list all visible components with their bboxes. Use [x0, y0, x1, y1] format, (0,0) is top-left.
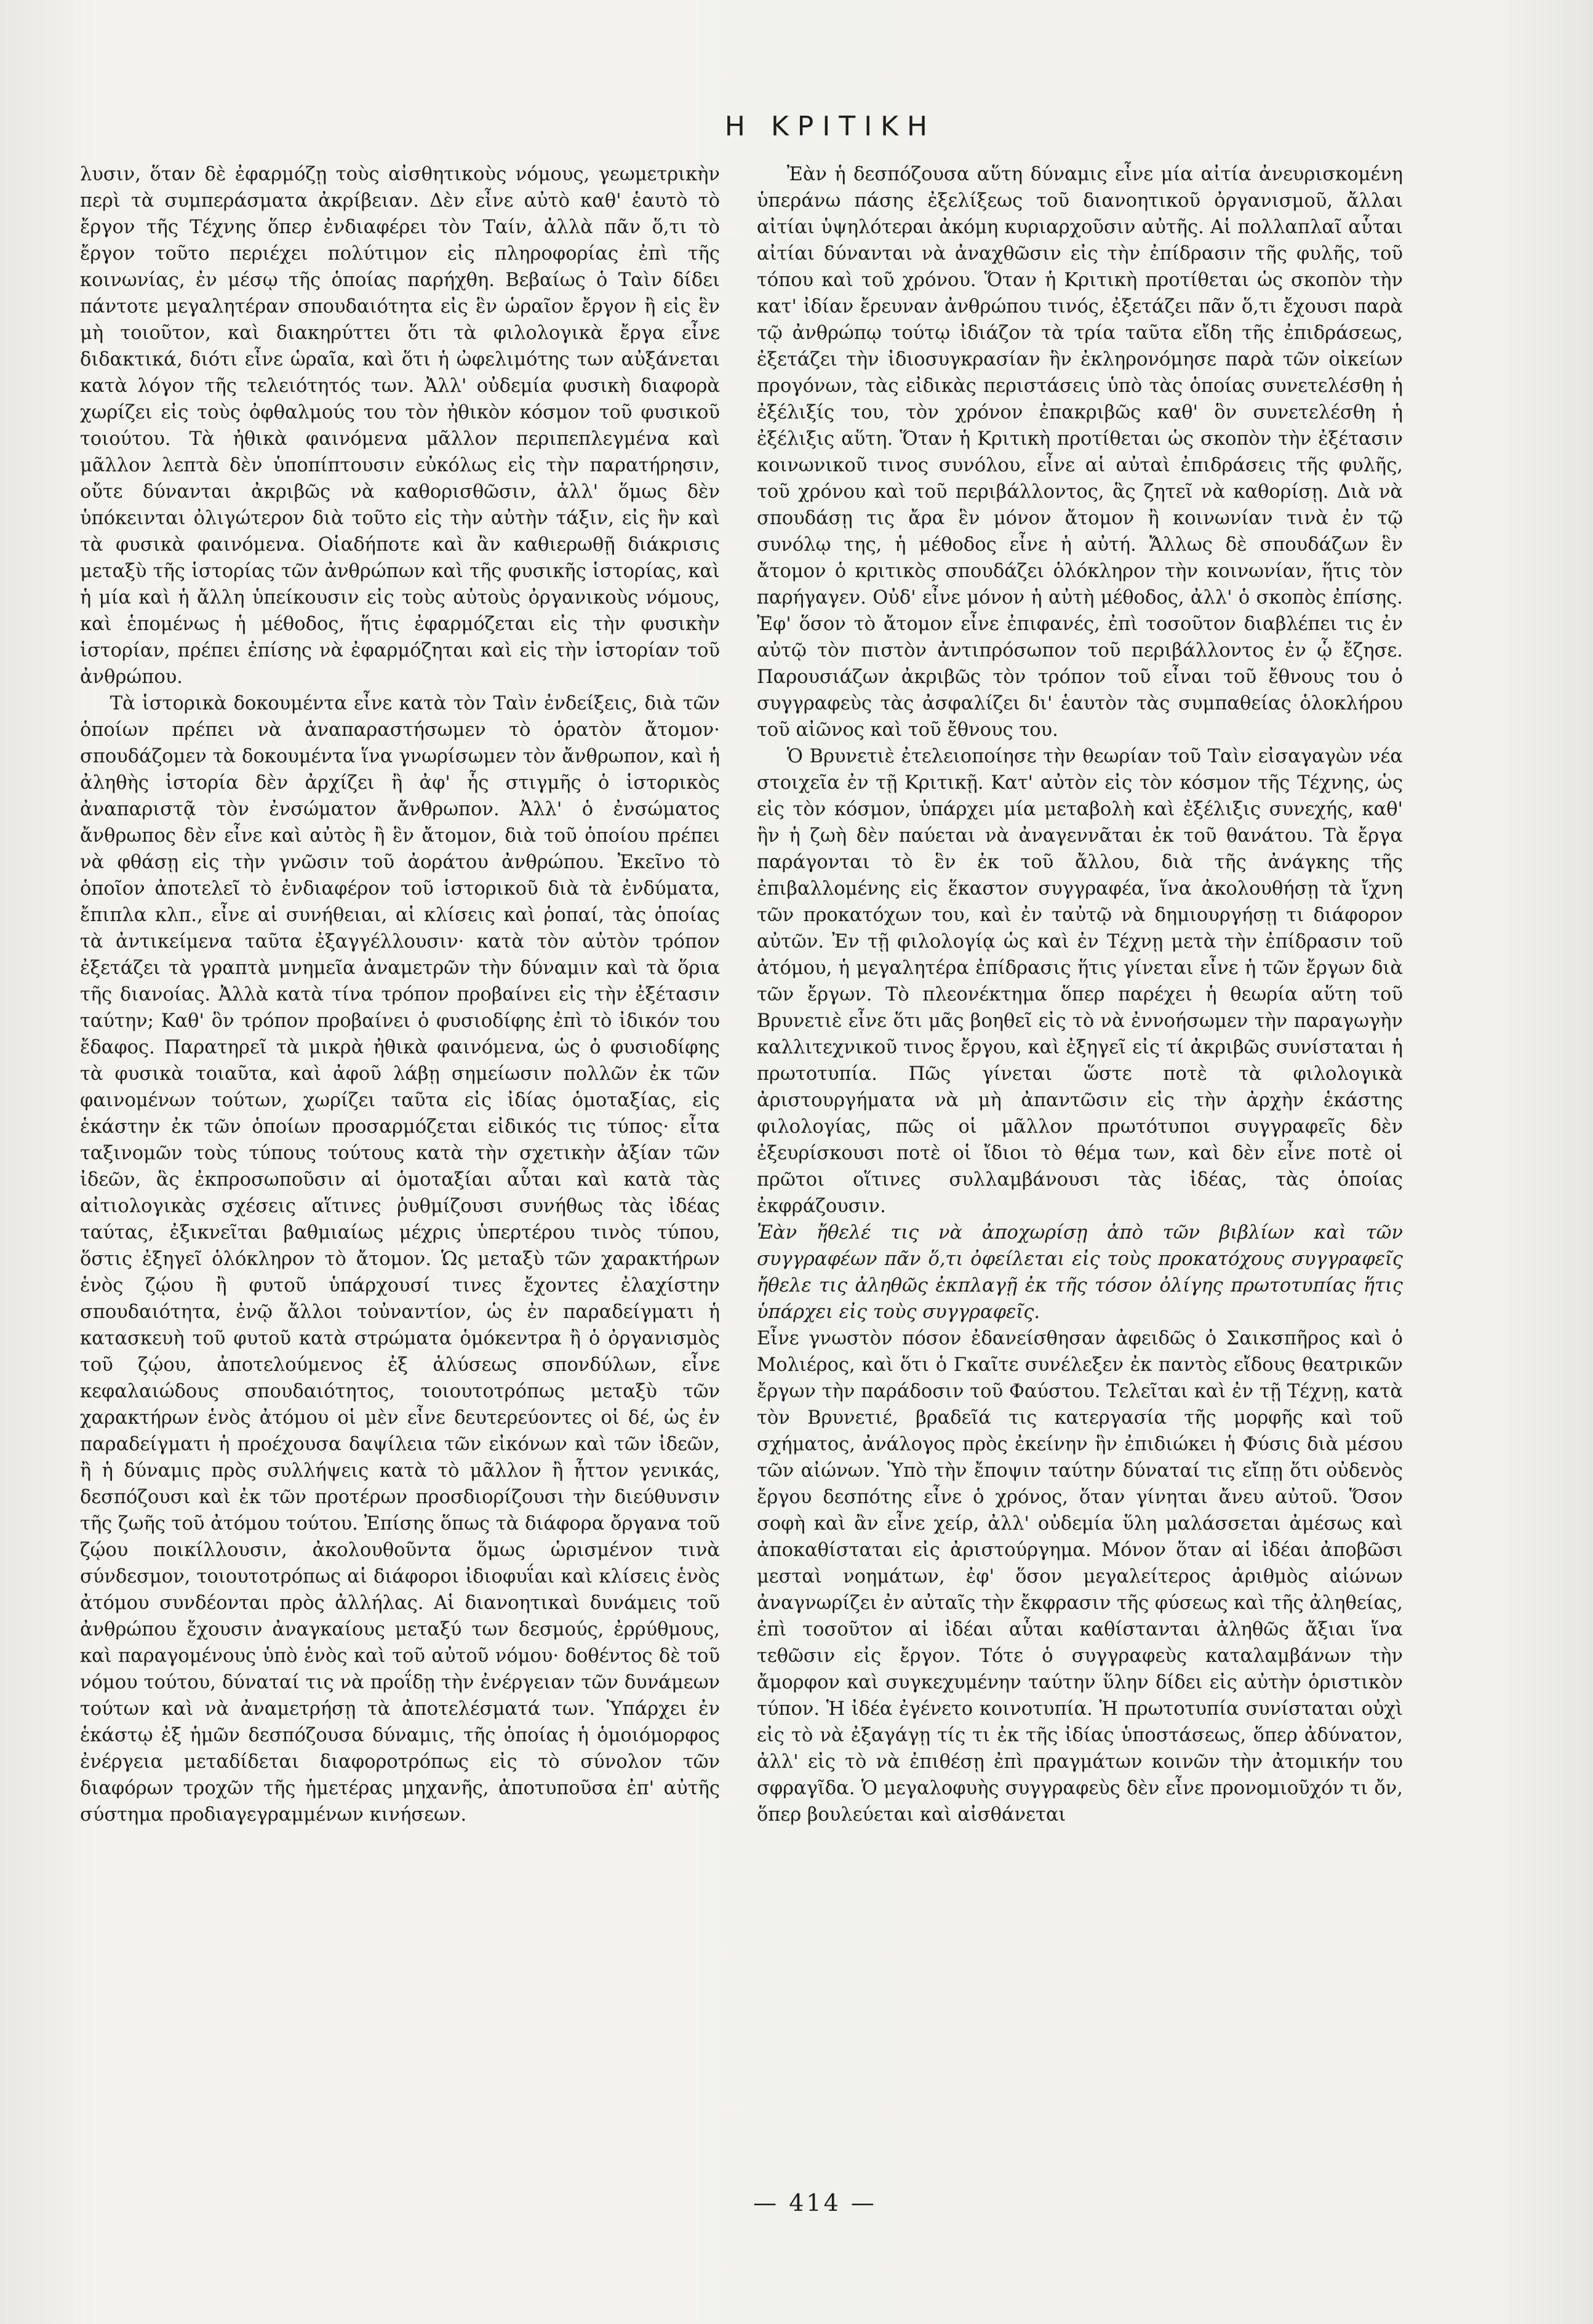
running-header: Η ΚΡΙΤΙΚΗ: [724, 111, 936, 142]
paragraph: Εἶνε γνωστὸν πόσον ἐδανείσθησαν ἀφειδῶς ὁ Σαικσπῆρος καὶ ὁ Μολιέρος, καὶ ὅτι ὁ Γκαῖτε συνέλεξεν ἐκ παντὸς εἴδους θεατρικῶν ἔργων τὴν παράδοσιν τοῦ Φαύστου. Τελεῖται καὶ ἐν τῇ Τέχνῃ, κατὰ τὸν Βρυνετιέ, βραδεῖά τις κατεργασία τῆς μορφῆς καὶ τοῦ σχήματος, ἀνάλογος πρὸς ἐκείνην ἣν ἐπιδιώκει ἡ Φύσις διὰ μέσου τῶν αἰώνων. Ὑπὸ τὴν ἔποψιν ταύτην δύναταί τις εἴπῃ ὅτι οὐδενὸς ἔργου δεσπότης εἶνε ὁ χρόνος, ὅταν γίνηται ἄνευ αὐτοῦ. Ὅσον σοφὴ καὶ ἂν εἶνε χείρ, ἀλλ' οὐδεμία ὕλη μαλάσσεται ἀμέσως καὶ ἀποκαθίσταται εἰς ἀριστούργημα. Μόνον ὅταν αἱ ἰδέαι ἀποβῶσι μεσταὶ νοημάτων, ἐφ' ὅσον μεγαλείτερος ἀριθμὸς αἰώνων ἀναγνωρίζει ἐν αὐταῖς τὴν ἔκφρασιν τῆς φύσεως καὶ τῆς ἀληθείας, ἐπὶ τοσοῦτον αἱ ἰδέαι αὗται καθίστανται ἀληθῶς ἄξιαι ἵνα τεθῶσιν εἰς ἔργον. Τότε ὁ συγγραφεὺς καταλαμβάνων τὴν ἄμορφον καὶ συγκεχυμένην ταύτην ὕλην δίδει εἰς αὐτὴν ὁριστικὸν τύπον. Ἡ ἰδέα ἐγένετο κοινοτυπία. Ἡ πρωτοτυπία συνίσταται οὐχὶ εἰς τὸ νὰ ἐξαγάγῃ τίς τι ἐκ τῆς ἰδίας ὑποστάσεως, ὅπερ ἀδύνατον, ἀλλ' εἰς τὸ νὰ ἐπιθέσῃ ἐπὶ πραγμάτων κοινῶν τὴν ἀτομικήν του σφραγῖδα. Ὁ μεγαλοφυὴς συγγραφεὺς δὲν εἶνε προνομιοῦχόν τι ὄν, ὅπερ βουλεύεται καὶ αἰσθάνεται: [757, 1328, 1403, 1826]
right-text-column: [757, 161, 1403, 1828]
page-number: — 414 —: [753, 2189, 877, 2216]
italic-paragraph: [757, 1220, 1403, 1325]
left-text-column: [80, 161, 720, 1828]
paragraph: Τὰ ἱστορικὰ δοκουμέντα εἶνε κατὰ τὸν Ταὶν ἐνδείξεις, διὰ τῶν ὁποίων πρέπει νὰ ἀναπαραστήσωμεν τὸ ὁρατὸν ἄτομον· σπουδάζομεν τὰ δοκουμέντα ἵνα γνωρίσωμεν τὸν ἄνθρωπον, καὶ ἡ ἀληθὴς ἱστορία δὲν ἀρχίζει ἢ ἀφ' ἧς στιγμῆς ὁ ἱστορικὸς ἀναπαριστᾷ τὸν ἐνσώματον ἄνθρωπον. Ἀλλ' ὁ ἐνσώματος ἄνθρωπος δὲν εἶνε καὶ αὐτὸς ἢ ἓν ἄτομον, διὰ τοῦ ὁποίου πρέπει νὰ φθάσῃ εἰς τὴν γνῶσιν τοῦ ἀοράτου ἀνθρώπου. Ἐκεῖνο τὸ ὁποῖον ἀποτελεῖ τὸ ἐνδιαφέρον τοῦ ἱστορικοῦ διὰ τὰ ἐνδύματα, ἔπιπλα κλπ., εἶνε αἱ συνήθειαι, αἱ κλίσεις καὶ ῥοπαί, τὰς ὁποίας τὰ ἀντικείμενα ταῦτα ἐξαγγέλλουσιν· κατὰ τὸν αὐτὸν τρόπον ἐξετάζει τὰ γραπτὰ μνημεῖα ἀναμετρῶν τὴν δύναμιν καὶ τὰ ὅρια τῆς διανοίας. Ἀλλὰ κατὰ τίνα τρόπον προβαίνει εἰς τὴν ἐξέτασιν ταύτην; Καθ' ὃν τρόπον προβαίνει ὁ φυσιοδίφης ἐπὶ τὸ ἰδικόν του ἔδαφος. Παρατηρεῖ τὰ μικρὰ ἠθικὰ φαινόμενα, ὡς ὁ φυσιοδίφης τὰ φυσικὰ τοιαῦτα, καὶ ἀφοῦ λάβῃ σημείωσιν πολλῶν ἐκ τῶν φαινομένων τούτων, χωρίζει ταῦτα εἰς ἰδίας ὁμοταξίας, εἰς ἑκάστην ἐκ τῶν ὁποίων προσαρμόζεται εἰδικός τις τύπος· εἶτα ταξινομῶν τοὺς τύπους τούτους κατὰ τὴν σχετικὴν ἀξίαν τῶν ἰδεῶν, ἃς ἐκπροσωποῦσιν αἱ ὁμοταξίαι αὗται καὶ κατὰ τὰς αἰτιολογικὰς σχέσεις αἵτινες ῥυθμίζουσι συνήθως τὰς ἰδέας ταύτας, ἐξικνεῖται βαθμιαίως μέχρις ὑπερτέρου τινὸς τύπου, ὅστις ἐξηγεῖ ὁλόκληρον τὸ ἄτομον. Ὡς μεταξὺ τῶν χαρακτήρων ἑνὸς ζῴου ἢ φυτοῦ ὑπάρχουσί τινες ἔχοντες ἐλαχίστην σπουδαιότητα, ἐνῷ ἄλλοι τοὐναντίον, ὡς ἐν παραδείγματι ἡ κατασκευὴ τοῦ φυτοῦ κατὰ στρώματα ὁμόκεντρα ἢ ὁ ὀργανισμὸς τοῦ ζῴου, ἀποτελούμενος ἐξ ἁλύσεως σπονδύλων, εἶνε κεφαλαιώδους σπουδαιότητος, τοιουτοτρόπως μεταξὺ τῶν χαρακτήρων ἑνὸς ἀτόμου οἱ μὲν εἶνε δευτερεύοντες οἱ δέ, ὡς ἐν παραδείγματι ἡ προέχουσα δαψίλεια τῶν εἰκόνων καὶ τῶν ἰδεῶν, ἢ ἡ δύναμις πρὸς συλλήψεις κατὰ τὸ μᾶλλον ἢ ἧττον γενικάς, δεσπόζουσι καὶ ἐκ τῶν προτέρων προσδιορίζουσι τὴν διεύθυνσιν τῆς ζωῆς τοῦ ἀτόμου τούτου. Ἐπίσης ὅπως τὰ διάφορα ὄργανα τοῦ ζῴου ποικίλλουσιν, ἀκολουθοῦντα ὅμως ὡρισμένον τινὰ σύνδεσμον, τοιουτοτρόπως αἱ διάφοροι ἰδιοφυΐαι καὶ κλίσεις ἑνὸς ἀτόμου συνδέονται πρὸς ἀλλήλας. Αἱ διανοητικαὶ δυνάμεις τοῦ ἀνθρώπου ἔχουσιν ἀναγκαίους μεταξύ των δεσμούς, ἐρρύθμους, καὶ παραγομένους ὑπὸ ἑνὸς καὶ τοῦ αὐτοῦ νόμου· δοθέντος δὲ τοῦ νόμου τούτου, δύναταί τις νὰ προΐδῃ τὴν ἐνέργειαν τῶν δυνάμεων τούτων καὶ νὰ ἀναμετρήσῃ τὰ ἀποτελέσματά των. Ὑπάρχει ἐν ἑκάστῳ ἐξ ἡμῶν δεσπόζουσα δύναμις, τῆς ὁποίας ἡ ὁμοιόμορφος ἐνέργεια μεταδίδεται διαφοροτρόπως εἰς τὸ σύνολον τῶν διαφόρων τροχῶν τῆς ἡμετέρας μηχανῆς, ἀποτυποῦσα ἐπ' αὐτῆς σύστημα προδιαγεγραμμένων κινήσεων.: [80, 693, 720, 1826]
paragraph: λυσιν, ὅταν δὲ ἐφαρμόζῃ τοὺς αἰσθητικοὺς νόμους, γεωμετρικὴν περὶ τὰ συμπεράσματα ἀκρίβειαν. Δὲν εἶνε αὐτὸ καθ' ἑαυτὸ τὸ ἔργον τῆς Τέχνης ὅπερ ἐνδιαφέρει τὸν Ταίν, ἀλλὰ πᾶν ὅ,τι τὸ ἔργον τοῦτο περιέχει πολύτιμον εἰς πληροφορίας ἐπὶ τῆς κοινωνίας, ἐν μέσῳ τῆς ὁποίας παρήχθη. Βεβαίως ὁ Ταὶν δίδει πάντοτε μεγαλητέραν σπουδαιότητα εἰς ἓν ὡραῖον ἔργον ἢ εἰς ἓν μὴ τοιοῦτον, καὶ διακηρύττει ὅτι τὰ φιλολογικὰ ἔργα εἶνε διδακτικά, διότι εἶνε ὡραῖα, καὶ ὅτι ἡ ὠφελιμότης των αὐξάνεται κατὰ λόγον τῆς τελειότητός των. Ἀλλ' οὐδεμία φυσικὴ διαφορὰ χωρίζει εἰς τοὺς ὀφθαλμούς του τὸν ἠθικὸν κόσμον τοῦ φυσικοῦ τοιούτου. Τὰ ἠθικὰ φαινόμενα μᾶλλον περιπεπλεγμένα καὶ μᾶλλον λεπτὰ δὲν ὑποπίπτουσιν εὐκόλως εἰς τὴν παρατήρησιν, οὔτε δύνανται ἀκριβῶς νὰ καθορισθῶσιν, ἀλλ' ὅμως δὲν ὑπόκεινται ὀλιγώτερον διὰ τοῦτο εἰς τὴν αὐτὴν τάξιν, εἰς ἣν καὶ τὰ φυσικὰ φαινόμενα. Οἱαδήποτε καὶ ἂν καθιερωθῇ διάκρισις μεταξὺ τῆς ἱστορίας τῶν ἀνθρώπων καὶ τῆς φυσικῆς ἱστορίας, καὶ ἡ μία καὶ ἡ ἄλλη ὑπείκουσιν εἰς τοὺς αὐτοὺς ὀργανικοὺς νόμους, καὶ ἑπομένως ἡ μέθοδος, ἥτις ἐφαρμόζεται εἰς τὴν φυσικὴν ἱστορίαν, πρέπει ἐπίσης νὰ ἐφαρμόζηται καὶ εἰς τὴν ἱστορίαν τοῦ ἀνθρώπου.: [80, 164, 720, 688]
paragraph: Ὁ Βρυνετιὲ ἐτελειοποίησε τὴν θεωρίαν τοῦ Ταὶν εἰσαγαγὼν νέα στοιχεῖα ἐν τῇ Κριτικῇ. Κατ' αὐτὸν εἰς τὸν κόσμον τῆς Τέχνης, ὡς εἰς τὸν κόσμον, ὑπάρχει μία μεταβολὴ καὶ ἐξέλιξις συνεχής, καθ' ἣν ἡ ζωὴ δὲν παύεται νὰ ἀναγεννᾶται ἐκ τοῦ θανάτου. Τὰ ἔργα παράγονται τὸ ἓν ἐκ τοῦ ἄλλου, διὰ τῆς ἀνάγκης τῆς ἐπιβαλλομένης εἰς ἕκαστον συγγραφέα, ἵνα ἀκολουθήσῃ τὰ ἴχνη τῶν προκατόχων του, καὶ ἐν ταὐτῷ νὰ δημιουργήσῃ τι διάφορον αὐτῶν. Ἐν τῇ φιλολογίᾳ ὡς καὶ ἐν Τέχνῃ μετὰ τὴν ἐπίδρασιν τοῦ ἀτόμου, ἡ μεγαλητέρα ἐπίδρασις ἥτις γίνεται εἶνε ἡ τῶν ἔργων διὰ τῶν ἔργων. Τὸ πλεονέκτημα ὅπερ παρέχει ἡ θεωρία αὕτη τοῦ Βρυνετιὲ εἶνε ὅτι μᾶς βοηθεῖ εἰς τὸ νὰ ἐννοήσωμεν τὴν παραγωγὴν καλλιτεχνικοῦ τινος ἔργου, καὶ ἐξηγεῖ εἰς τί ἀκριβῶς συνίσταται ἡ πρωτοτυπία. Πῶς γίνεται ὥστε ποτὲ τὰ φιλολογικὰ ἀριστουργήματα νὰ μὴ ἀπαντῶσιν εἰς τὴν ἀρχὴν ἑκάστης φιλολογίας, πῶς οἱ μᾶλλον πρωτότυποι συγγραφεῖς δὲν ἐξευρίσκουσι ποτὲ οἱ ἴδιοι τὸ θέμα των, καὶ δὲν εἶνε ποτὲ οἱ πρῶτοι οἵτινες συλλαμβάνουσι τὰς ἰδέας, τὰς ὁποίας ἐκφράζουσιν.: [757, 746, 1403, 1217]
paragraph: Ἐὰν ἡ δεσπόζουσα αὕτη δύναμις εἶνε μία αἰτία ἀνευρισκομένη ὑπεράνω πάσης ἐξελίξεως τοῦ διανοητικοῦ ὀργανισμοῦ, ἄλλαι αἰτίαι ὑψηλότεραι ἀκόμη κυριαρχοῦσιν αὐτῆς. Αἱ πολλαπλαῖ αὗται αἰτίαι δύνανται νὰ ἀναχθῶσιν εἰς τὴν ἐπίδρασιν τῆς φυλῆς, τοῦ τόπου καὶ τοῦ χρόνου. Ὅταν ἡ Κριτικὴ προτίθεται ὡς σκοπὸν τὴν κατ' ἰδίαν ἔρευναν ἀνθρώπου τινός, ἐξετάζει πᾶν ὅ,τι ἔχουσι παρὰ τῷ ἀνθρώπῳ τούτῳ ἰδιάζον τὰ τρία ταῦτα εἴδη τῆς ἐπιδράσεως, ἐξετάζει τὴν ἰδιοσυγκρασίαν ἣν ἐκληρονόμησε παρὰ τῶν οἰκείων προγόνων, τὰς εἰδικὰς περιστάσεις ὑπὸ τὰς ὁποίας συνετελέσθη ἡ ἐξέλιξίς του, τὸν χρόνον ἐπακριβῶς καθ' ὃν συνετελέσθη ἡ ἐξέλιξις αὕτη. Ὅταν ἡ Κριτικὴ προτίθεται ὡς σκοπὸν τὴν ἐξέτασιν κοινωνικοῦ τινος συνόλου, εἶνε αἱ αὐταὶ ἐπιδράσεις τῆς φυλῆς, τοῦ χρόνου καὶ τοῦ περιβάλλοντος, ἃς ζητεῖ νὰ καθορίσῃ. Διὰ νὰ σπουδάσῃ τις ἄρα ἓν μόνον ἄτομον ἢ κοινωνίαν τινὰ ἐν τῷ συνόλῳ της, ἡ μέθοδος εἶνε ἡ αὐτή. Ἄλλως δὲ σπουδάζων ἓν ἄτομον ὁ κριτικὸς σπουδάζει ὁλόκληρον τὴν κοινωνίαν, ἥτις τὸν παρήγαγεν. Οὐδ' εἶνε μόνον ἡ αὐτὴ μέθοδος, ἀλλ' ὁ σκοπὸς ἐπίσης. Ἐφ' ὅσον τὸ ἄτομον εἶνε ἐπιφανές, ἐπὶ τοσοῦτον διαβλέπει τις ἐν αὐτῷ τὸν πιστὸν ἀντιπρόσωπον τοῦ περιβάλλοντος ἐν ᾧ ἔζησε. Παρουσιάζων ἀκριβῶς τὸν τρόπον τοῦ εἶναι τοῦ ἔθνους του ὁ συγγραφεὺς τὰς ἀσφαλίζει δι' ἑαυτὸν τὰς συμπαθείας ὁλοκλήρου τοῦ αἰῶνος καὶ τοῦ ἔθνους του.: [757, 164, 1403, 741]
italic-passage: Ἐὰν ἤθελέ τις νὰ ἀποχωρίσῃ ἀπὸ τῶν βιβλίων καὶ τῶν συγγραφέων πᾶν ὅ,τι ὀφείλεται εἰς τοὺς προκατόχους συγγραφεῖς ἤθελε τις ἀληθῶς ἐκπλαγῇ ἐκ τῆς τόσον ὀλίγης πρωτοτυπίας ἥτις ὑπάρχει εἰς τοὺς συγγραφεῖς.: [757, 1222, 1403, 1323]
